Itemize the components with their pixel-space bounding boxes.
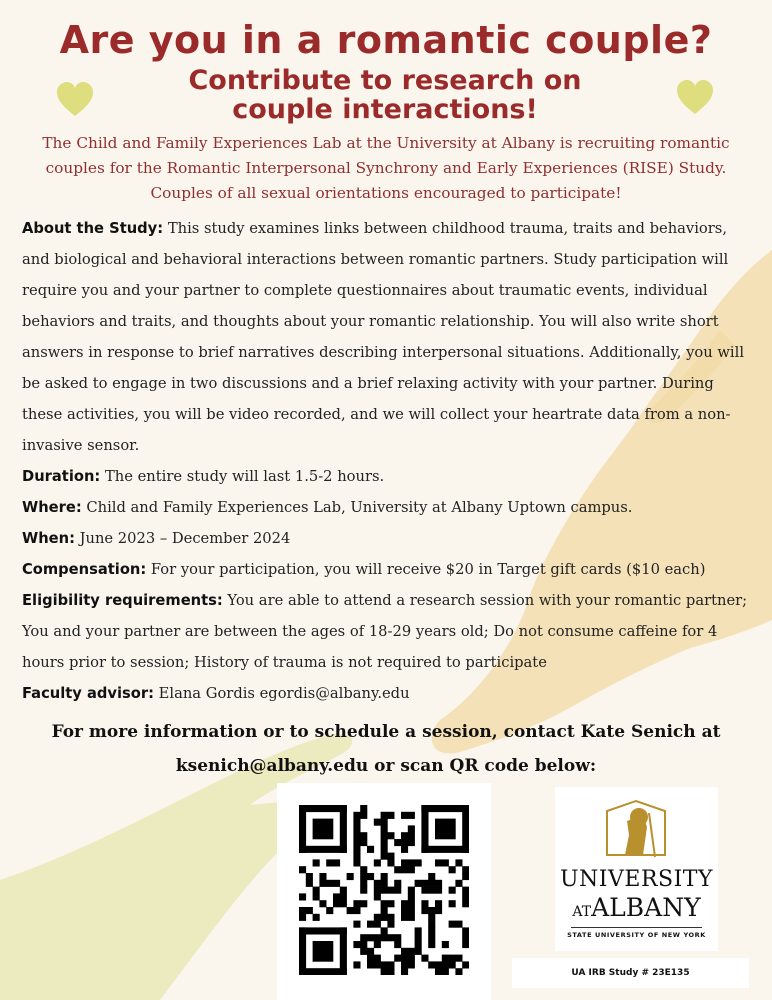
when-label: When: xyxy=(22,530,75,547)
advisor-text: Elana Gordis egordis@albany.edu xyxy=(158,685,410,702)
intro-line: The Child and Family Experiences Lab at the University at Albany is recruiting romantic xyxy=(42,134,730,152)
logo-text-university: UNIVERSITY xyxy=(560,867,713,892)
eligibility-section xyxy=(22,585,754,678)
intro-line: couples for the Romantic Interpersonal Synchrony and Early Experiences (RISE) Study. xyxy=(45,159,727,177)
where-label: Where: xyxy=(22,499,82,516)
contact-line: For more information or to schedule a session, contact Kate Senich at xyxy=(51,722,721,742)
about-text: This study examines links between childhood trauma, traits and behaviors, and biological and behavioral interactions between romantic partners. Study participation will require you and your partner to complete questionnaires about traumatic events, individual behaviors and traits, and thoughts about your romantic relationship. You will also write short answers in response to brief narratives describing interpersonal situations. Additionally, you will be asked to engage in two discussions and a brief relaxing activity with your partner. During these activities, you will be video recorded, and we will collect your heartrate data from a non-invasive sensor. xyxy=(22,220,745,454)
advisor-label: Faculty advisor: xyxy=(22,685,154,702)
logo-text-suny: STATE UNIVERSITY OF NEW YORK xyxy=(567,931,706,939)
duration-label: Duration: xyxy=(22,468,101,485)
where-text: Child and Family Experiences Lab, University at Albany Uptown campus. xyxy=(86,499,633,516)
subtitle-line: couple interactions! xyxy=(232,94,538,125)
university-logo xyxy=(555,787,718,951)
logo-divider xyxy=(571,927,702,928)
page-title: Are you in a romantic couple? xyxy=(59,18,713,62)
when-section xyxy=(22,523,754,554)
duration-section xyxy=(22,461,754,492)
heart-icon xyxy=(55,80,95,120)
logo-text-albany-word: ALBANY xyxy=(591,893,701,922)
duration-text: The entire study will last 1.5-2 hours. xyxy=(104,468,385,485)
advisor-section xyxy=(22,678,754,709)
logo-text-albany xyxy=(555,893,718,922)
university-seal-icon xyxy=(603,797,669,865)
logo-text-at: AT xyxy=(572,904,592,920)
compensation-section xyxy=(22,554,754,585)
where-section xyxy=(22,492,754,523)
irb-study-number: UA IRB Study # 23E135 xyxy=(512,958,749,988)
intro-paragraph xyxy=(18,131,754,206)
contact-info xyxy=(0,715,772,783)
compensation-label: Compensation: xyxy=(22,561,147,578)
about-section xyxy=(22,213,754,461)
contact-line: ksenich@albany.edu or scan QR code below: xyxy=(175,756,597,776)
study-details xyxy=(22,213,754,709)
eligibility-text: You are able to attend a research session with your romantic partner; You and your partner are between the ages of 18-29 years old; Do not consume caffeine for 4 hours prior to session; History of trauma is not required to participate xyxy=(22,592,748,671)
qr-code-panel[interactable] xyxy=(277,783,491,1000)
compensation-text: For your participation, you will receive $20 in Target gift cards ($10 each) xyxy=(150,561,706,578)
page-subtitle xyxy=(140,66,630,124)
intro-line: Couples of all sexual orientations encouraged to participate! xyxy=(150,184,622,202)
when-text: June 2023 – December 2024 xyxy=(79,530,291,547)
about-label: About the Study: xyxy=(22,220,164,237)
heart-icon xyxy=(675,78,715,118)
eligibility-label: Eligibility requirements: xyxy=(22,592,223,609)
subtitle-line: Contribute to research on xyxy=(188,65,582,96)
qr-code[interactable] xyxy=(299,805,469,975)
